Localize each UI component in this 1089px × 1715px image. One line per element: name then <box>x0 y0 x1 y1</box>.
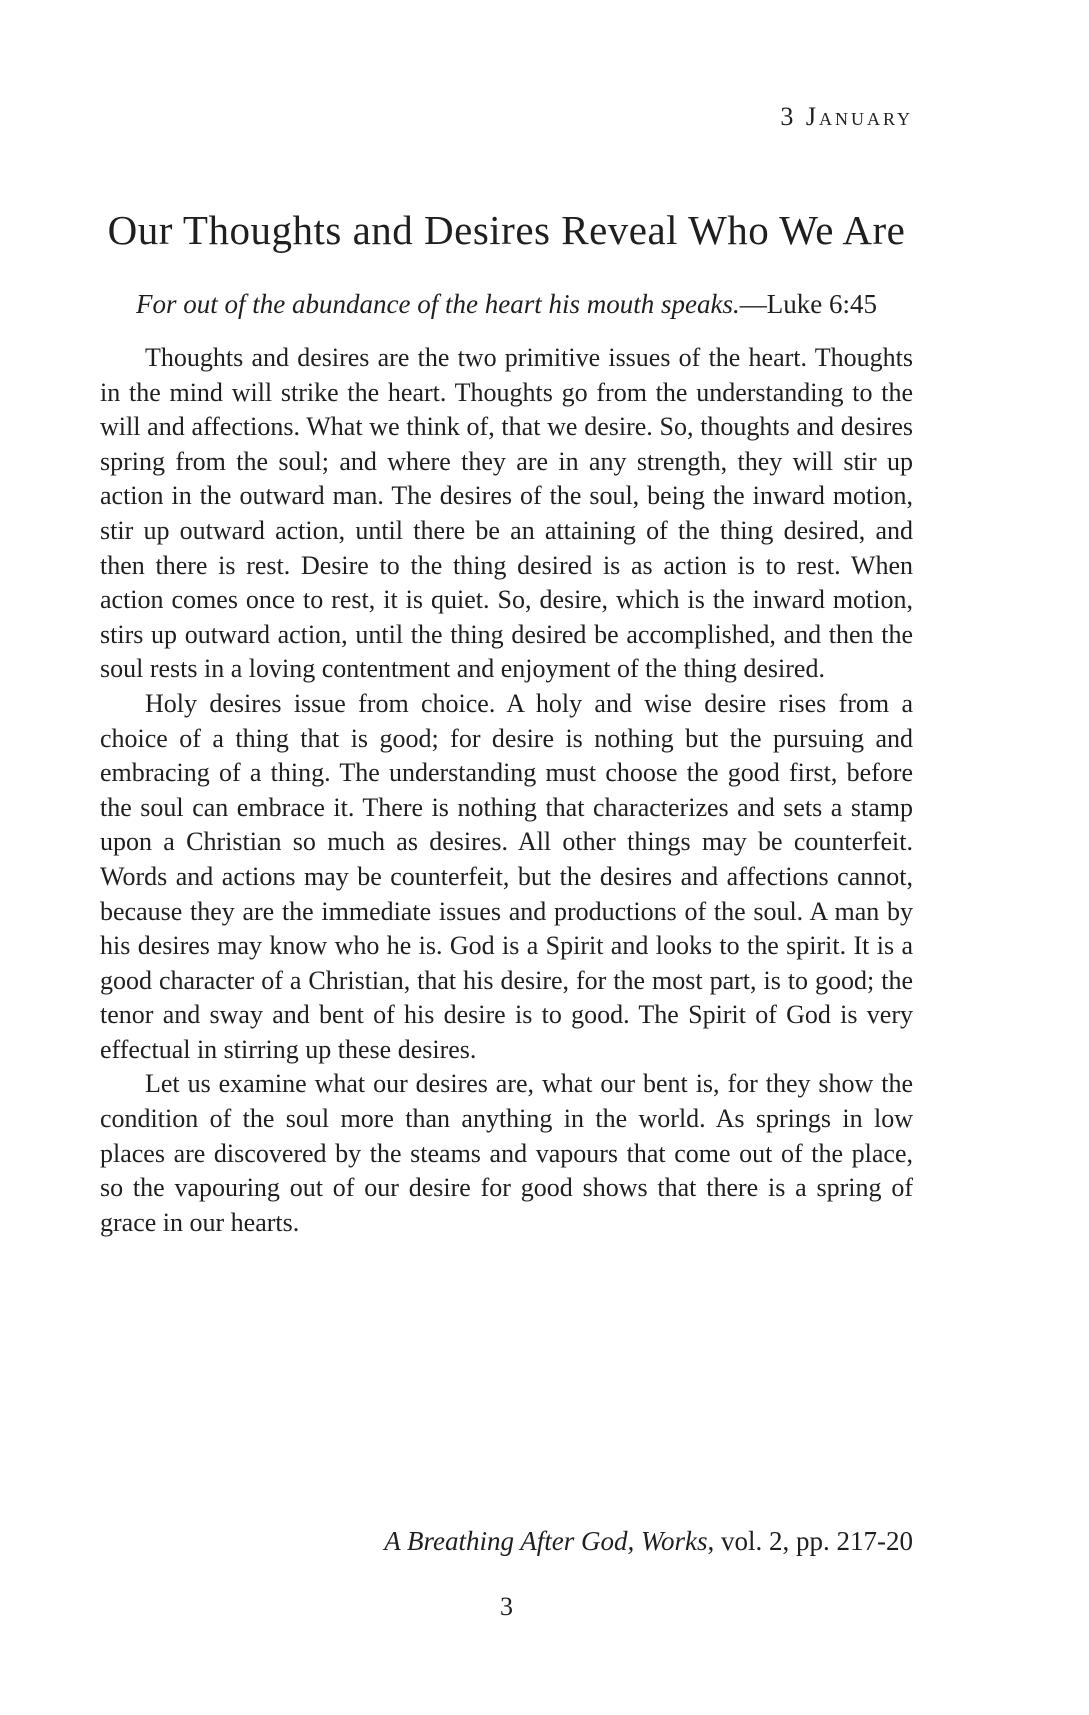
page-number: 3 <box>500 1592 513 1621</box>
date-heading: 3 January <box>780 102 913 131</box>
epigraph-reference: —Luke 6:45 <box>739 289 877 319</box>
body-text <box>100 341 913 1240</box>
paragraph: Holy desires issue from choice. A holy and wise desire rises from a choice of a thing that is good; for desire is nothing but the pursuing and embracing of a thing. The understanding must choose the good first, before the soul can embrace it. There is nothing that characterizes and sets a stamp upon a Christian so much as desires. All other things may be counterfeit. Words and actions may be counterfeit, but the desires and affections cannot, because they are the immediate issues and productions of the soul. A man by his desires may know who he is. God is a Spirit and looks to the spirit. It is a good character of a Christian, that his desire, for the most part, is to good; the tenor and sway and bent of his desire is to good. The Spirit of God is very effectual in stirring up these desires. <box>100 688 913 1064</box>
paragraph: Let us examine what our desires are, what our bent is, for they show the condition of the soul more than anything in the world. As springs in low places are discovered by the steams and vapours that come out of the place, so the vapouring out of our desire for good shows that there is a spring of grace in our hearts. <box>100 1069 913 1237</box>
chapter-title: Our Thoughts and Desires Reveal Who We Are <box>107 207 906 253</box>
paragraph: Thoughts and desires are the two primitive issues of the heart. Thoughts in the mind will strike the heart. Thoughts go from the understanding to the will and affections. What we think of, that we desire. So, thoughts and desires spring from the soul; and where they are in any strength, they will stir up action in the outward man. The desires of the soul, being the inward motion, stir up outward action, until there be an attaining of the thing desired, and then there is rest. Desire to the thing desired is as action is to rest. When action comes once to rest, it is quiet. So, desire, which is the inward motion, stirs up outward action, until the thing desired be accomplished, and then the soul rests in a loving contentment and enjoyment of the thing desired. <box>100 343 913 684</box>
citation-work-title: A Breathing After God, Works <box>384 1526 708 1556</box>
citation-volume-pages: , vol. 2, pp. 217-20 <box>707 1526 913 1556</box>
epigraph <box>100 289 913 320</box>
source-citation <box>100 1526 913 1557</box>
running-header <box>100 102 913 132</box>
epigraph-quote: For out of the abundance of the heart his mouth speaks. <box>136 289 740 319</box>
